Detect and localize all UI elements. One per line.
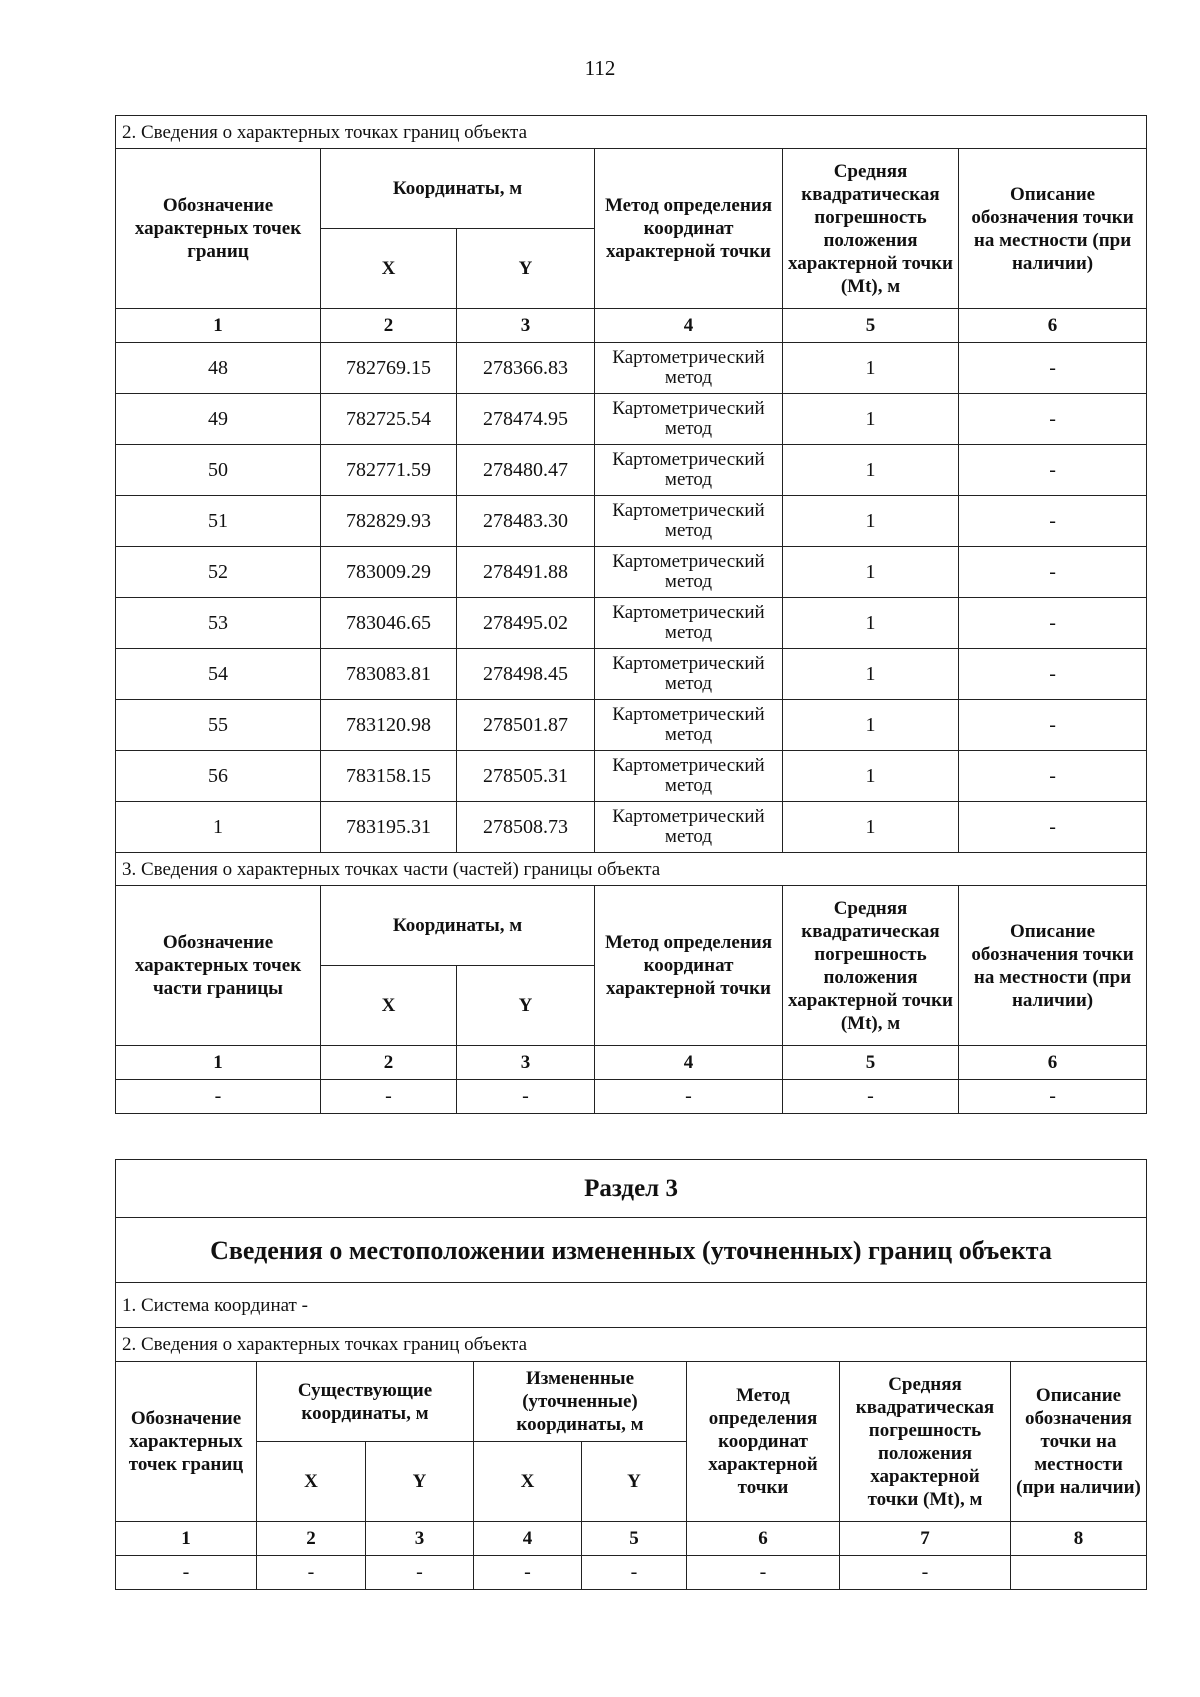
col-number: 8: [1011, 1522, 1147, 1556]
boundary-points-table: [115, 115, 1147, 1114]
empty-cell: -: [474, 1556, 582, 1590]
empty-cell: -: [257, 1556, 366, 1590]
table-row: [116, 700, 1147, 751]
description: -: [959, 751, 1147, 802]
coord-y: 278491.88: [457, 547, 595, 598]
header-designation: Обозначение характерных точек части границы: [116, 886, 321, 1046]
coord-y: 278495.02: [457, 598, 595, 649]
col-number: 1: [116, 1046, 321, 1080]
col-number: 1: [116, 1522, 257, 1556]
table-row: [116, 598, 1147, 649]
empty-cell: [1011, 1556, 1147, 1590]
empty-cell: -: [840, 1556, 1011, 1590]
method: Картометрический метод: [595, 496, 783, 547]
section-subtitle: Сведения о местоположении измененных (уточненных) границ объекта: [116, 1218, 1147, 1283]
section3-title: 3. Сведения о характерных точках части (частей) границы объекта: [116, 853, 1147, 886]
point-id: 48: [116, 343, 321, 394]
header-existing-coords: Существующие координаты, м: [257, 1362, 474, 1442]
coordinate-system: 1. Система координат -: [116, 1283, 1147, 1328]
col-number: 6: [687, 1522, 840, 1556]
coord-y: 278366.83: [457, 343, 595, 394]
section3-table: [115, 1159, 1147, 1590]
table-row: [116, 1080, 1147, 1114]
table-row: [116, 649, 1147, 700]
col-number: 3: [457, 1046, 595, 1080]
col-number: 1: [116, 309, 321, 343]
point-id: 49: [116, 394, 321, 445]
header-x: X: [321, 966, 457, 1046]
description: -: [959, 547, 1147, 598]
header-y: Y: [457, 966, 595, 1046]
description: -: [959, 445, 1147, 496]
empty-cell: -: [687, 1556, 840, 1590]
column-number-row: [116, 309, 1147, 343]
header-changed-coords: Измененные (уточненные) координаты, м: [474, 1362, 687, 1442]
mt-value: 1: [783, 700, 959, 751]
table-row: [116, 496, 1147, 547]
point-id: 53: [116, 598, 321, 649]
point-id: 51: [116, 496, 321, 547]
col-number: 6: [959, 1046, 1147, 1080]
header-y: Y: [457, 229, 595, 309]
coord-x: 783046.65: [321, 598, 457, 649]
point-id: 50: [116, 445, 321, 496]
coord-y: 278501.87: [457, 700, 595, 751]
empty-cell: -: [457, 1080, 595, 1114]
col-number: 5: [783, 1046, 959, 1080]
method: Картометрический метод: [595, 394, 783, 445]
table-row: [116, 802, 1147, 853]
coord-x: 783009.29: [321, 547, 457, 598]
point-id: 1: [116, 802, 321, 853]
col-number: 7: [840, 1522, 1011, 1556]
section2-title: 2. Сведения о характерных точках границ объекта: [116, 116, 1147, 149]
column-number-row: [116, 1522, 1147, 1556]
header-y: Y: [366, 1442, 474, 1522]
empty-cell: -: [582, 1556, 687, 1590]
point-id: 54: [116, 649, 321, 700]
mt-value: 1: [783, 496, 959, 547]
coord-y: 278498.45: [457, 649, 595, 700]
header-error: Средняя квадратическая погрешность положения характерной точки (Mt), м: [840, 1362, 1011, 1522]
description: -: [959, 700, 1147, 751]
mt-value: 1: [783, 343, 959, 394]
header-description: Описание обозначения точки на местности (при наличии): [1011, 1362, 1147, 1522]
empty-cell: -: [366, 1556, 474, 1590]
mt-value: 1: [783, 445, 959, 496]
section-title: Раздел 3: [116, 1160, 1147, 1218]
header-description: Описание обозначения точки на местности (при наличии): [959, 886, 1147, 1046]
header-method: Метод определения координат характерной точки: [595, 149, 783, 309]
header-method: Метод определения координат характерной точки: [595, 886, 783, 1046]
header-designation: Обозначение характерных точек границ: [116, 149, 321, 309]
description: -: [959, 649, 1147, 700]
col-number: 5: [582, 1522, 687, 1556]
page-number: 112: [584, 56, 616, 80]
header-error: Средняя квадратическая погрешность положения характерной точки (Mt), м: [783, 886, 959, 1046]
coord-x: 783120.98: [321, 700, 457, 751]
column-number-row: [116, 1046, 1147, 1080]
method: Картометрический метод: [595, 751, 783, 802]
coord-y: 278483.30: [457, 496, 595, 547]
method: Картометрический метод: [595, 445, 783, 496]
coord-y: 278505.31: [457, 751, 595, 802]
empty-cell: -: [116, 1080, 321, 1114]
header-method: Метод определения координат характерной точки: [687, 1362, 840, 1522]
description: -: [959, 598, 1147, 649]
point-id: 56: [116, 751, 321, 802]
coord-x: 782771.59: [321, 445, 457, 496]
col-number: 2: [257, 1522, 366, 1556]
empty-cell: -: [959, 1080, 1147, 1114]
coord-x: 782769.15: [321, 343, 457, 394]
header-error: Средняя квадратическая погрешность положения характерной точки (Mt), м: [783, 149, 959, 309]
header-x: X: [257, 1442, 366, 1522]
col-number: 4: [595, 1046, 783, 1080]
col-number: 4: [595, 309, 783, 343]
method: Картометрический метод: [595, 598, 783, 649]
mt-value: 1: [783, 802, 959, 853]
mt-value: 1: [783, 598, 959, 649]
description: -: [959, 343, 1147, 394]
table-row: [116, 547, 1147, 598]
point-id: 52: [116, 547, 321, 598]
description: -: [959, 496, 1147, 547]
coord-y: 278480.47: [457, 445, 595, 496]
method: Картометрический метод: [595, 547, 783, 598]
empty-cell: -: [595, 1080, 783, 1114]
header-x: X: [321, 229, 457, 309]
section2-title: 2. Сведения о характерных точках границ объекта: [116, 1328, 1147, 1362]
coord-x: 783195.31: [321, 802, 457, 853]
col-number: 3: [366, 1522, 474, 1556]
col-number: 5: [783, 309, 959, 343]
coord-y: 278508.73: [457, 802, 595, 853]
method: Картометрический метод: [595, 649, 783, 700]
method: Картометрический метод: [595, 700, 783, 751]
empty-cell: -: [321, 1080, 457, 1114]
mt-value: 1: [783, 649, 959, 700]
table-row: [116, 343, 1147, 394]
coord-x: 783083.81: [321, 649, 457, 700]
col-number: 4: [474, 1522, 582, 1556]
col-number: 6: [959, 309, 1147, 343]
description: -: [959, 394, 1147, 445]
method: Картометрический метод: [595, 802, 783, 853]
mt-value: 1: [783, 751, 959, 802]
coord-x: 783158.15: [321, 751, 457, 802]
mt-value: 1: [783, 547, 959, 598]
table-row: [116, 1556, 1147, 1590]
point-id: 55: [116, 700, 321, 751]
header-description: Описание обозначения точки на местности (при наличии): [959, 149, 1147, 309]
method: Картометрический метод: [595, 343, 783, 394]
coord-x: 782829.93: [321, 496, 457, 547]
header-coords: Координаты, м: [321, 149, 595, 229]
table-row: [116, 751, 1147, 802]
coord-y: 278474.95: [457, 394, 595, 445]
col-number: 2: [321, 309, 457, 343]
header-y: Y: [582, 1442, 687, 1522]
coord-x: 782725.54: [321, 394, 457, 445]
header-coords: Координаты, м: [321, 886, 595, 966]
empty-cell: -: [783, 1080, 959, 1114]
header-designation: Обозначение характерных точек границ: [116, 1362, 257, 1522]
table-row: [116, 394, 1147, 445]
table-row: [116, 445, 1147, 496]
col-number: 3: [457, 309, 595, 343]
header-x: X: [474, 1442, 582, 1522]
empty-cell: -: [116, 1556, 257, 1590]
col-number: 2: [321, 1046, 457, 1080]
mt-value: 1: [783, 394, 959, 445]
description: -: [959, 802, 1147, 853]
